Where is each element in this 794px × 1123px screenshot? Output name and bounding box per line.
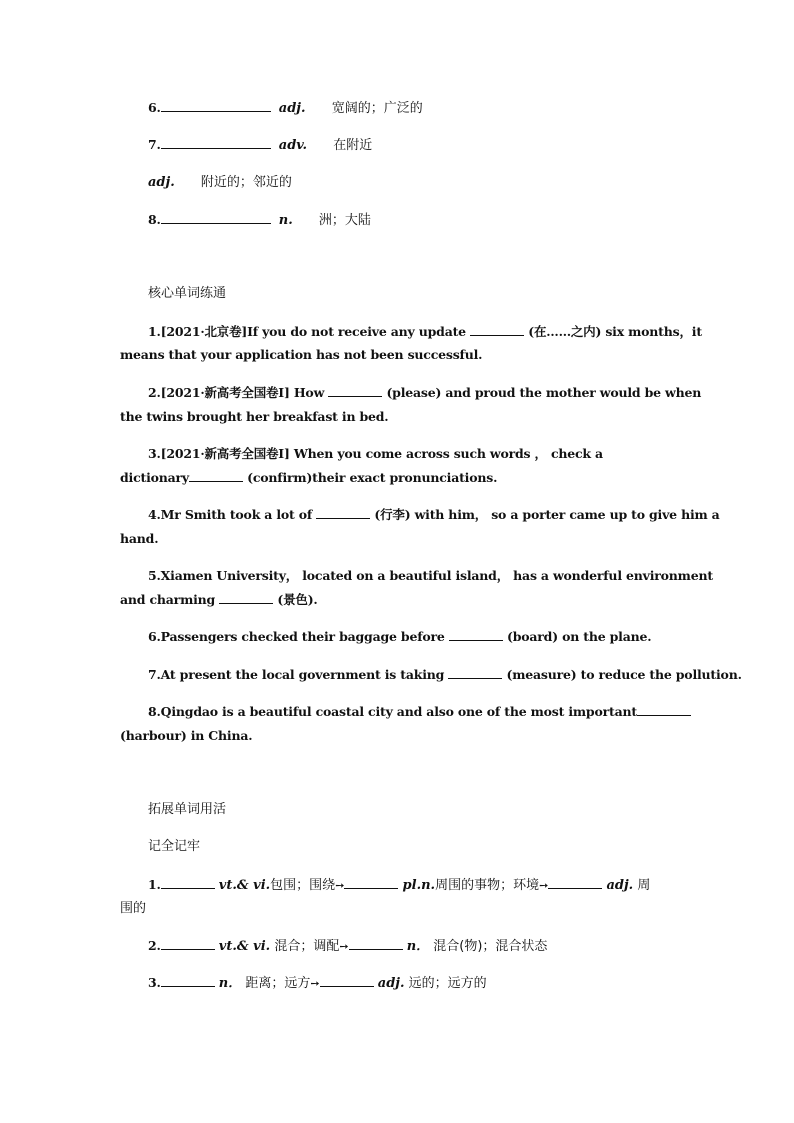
answer-blank[interactable] — [161, 208, 271, 224]
question-1: 1.[2021·北京卷]If you do not receive any update (在……之内) six months，it — [148, 320, 674, 344]
answer-blank[interactable] — [161, 133, 271, 149]
question-8-cont: (harbour) in China. — [120, 728, 253, 743]
question-2: 2.[2021·新高考全国卷Ⅰ] How (please) and proud the mother would be when — [148, 381, 674, 405]
vocab-item-7-adj: adj. 附近的；邻近的 — [148, 175, 292, 190]
section-heading-expand: 拓展单词用活 — [148, 802, 227, 817]
answer-blank[interactable] — [470, 320, 524, 336]
question-7: 7.At present the local government is taking (measure) to reduce the pollution. — [148, 663, 674, 687]
question-1-cont: means that your application has not been successful. — [120, 347, 483, 362]
answer-blank[interactable] — [548, 873, 602, 889]
vocab-item-6: 6. adj. 宽阔的；广泛的 — [148, 96, 674, 121]
answer-blank[interactable] — [189, 466, 243, 482]
question-6: 6.Passengers checked their baggage before (board) on the plane. — [148, 625, 674, 649]
answer-blank[interactable] — [316, 503, 370, 519]
question-3: 3.[2021·新高考全国卷Ⅰ] When you come across such words ， check a — [148, 446, 603, 461]
sub-heading: 记全记牢 — [148, 839, 201, 854]
expand-item-3: 3. n． 距离；远方➙ adj. 远的；远方的 — [148, 971, 674, 996]
question-5-cont: and charming (景色). — [120, 588, 674, 612]
answer-blank[interactable] — [328, 381, 382, 397]
answer-blank[interactable] — [161, 873, 215, 889]
question-4-cont: hand. — [120, 531, 159, 546]
expand-item-2: 2. vt.& vi. 混合；调配➙ n． 混合(物)；混合状态 — [148, 934, 674, 959]
arrow-icon: ➙ — [335, 879, 345, 892]
expand-item-1-cont: 围的 — [120, 901, 147, 916]
expand-item-1: 1. vt.& vi.包围；围绕➙ pl.n.周围的事物；环境➙ adj. 周 — [148, 873, 674, 898]
question-3-cont: dictionary (confirm)their exact pronunciations. — [120, 466, 674, 490]
arrow-icon: ➙ — [539, 879, 549, 892]
answer-blank[interactable] — [449, 625, 503, 641]
answer-blank[interactable] — [637, 700, 691, 716]
answer-blank[interactable] — [448, 663, 502, 679]
question-4: 4.Mr Smith took a lot of (行李) with him， so a porter came up to give him a — [148, 503, 674, 527]
answer-blank[interactable] — [344, 873, 398, 889]
vocab-item-7: 7. adv. 在附近 — [148, 133, 674, 158]
question-2-cont: the twins brought her breakfast in bed. — [120, 409, 389, 424]
answer-blank[interactable] — [161, 96, 271, 112]
arrow-icon: ➙ — [339, 940, 349, 953]
vocab-item-8: 8. n. 洲；大陆 — [148, 208, 674, 233]
section-heading-core: 核心单词练通 — [148, 286, 227, 301]
question-5: 5.Xiamen University， located on a beautiful island， has a wonderful environment — [148, 568, 713, 583]
question-8: 8.Qingdao is a beautiful coastal city and also one of the most important — [148, 700, 674, 724]
answer-blank[interactable] — [219, 588, 273, 604]
arrow-icon: ➙ — [310, 977, 320, 990]
answer-blank[interactable] — [349, 934, 403, 950]
answer-blank[interactable] — [161, 971, 215, 987]
answer-blank[interactable] — [320, 971, 374, 987]
answer-blank[interactable] — [161, 934, 215, 950]
